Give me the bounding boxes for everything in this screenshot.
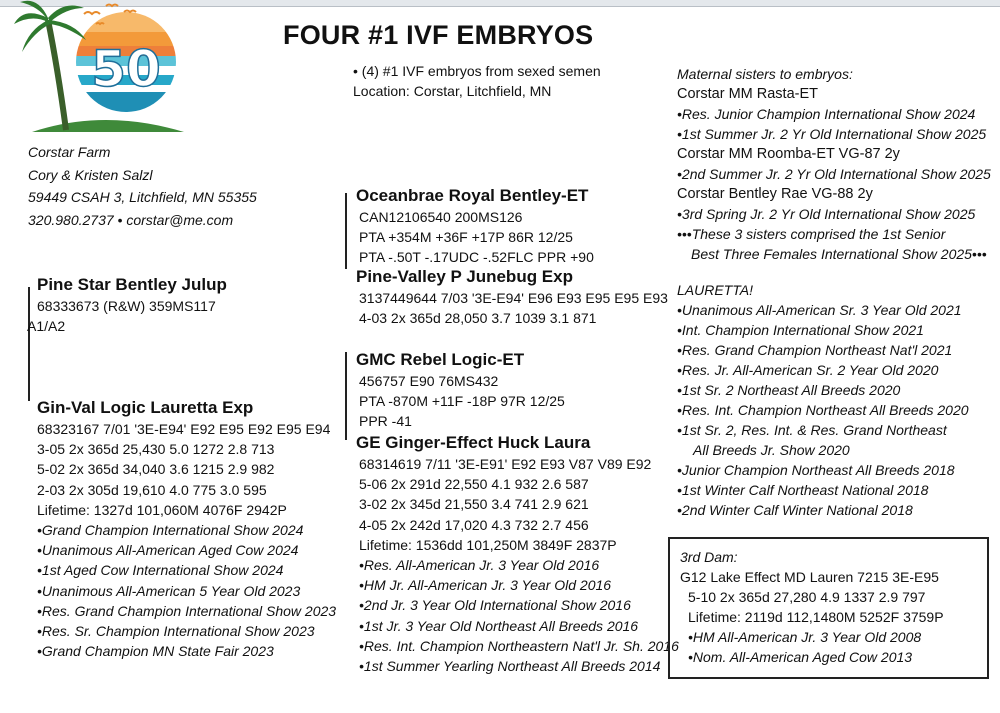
page-title: FOUR #1 IVF EMBRYOS <box>283 20 594 50</box>
dam2-line: 3-02 2x 345d 21,550 3.4 741 2.9 621 <box>359 496 589 513</box>
lauretta-award: •Res. Int. Champion Northeast All Breeds 2020 <box>677 402 969 418</box>
lauretta-award: •Unanimous All-American Sr. 3 Year Old 2021 <box>677 302 962 318</box>
dam2-line: Lifetime: 1536dd 101,250M 3849F 2837P <box>359 536 617 553</box>
third-dam-line: 5-10 2x 365d 27,280 4.9 1337 2.9 797 <box>688 589 926 605</box>
sister-name: Corstar MM Rasta-ET <box>677 86 818 102</box>
dam2-award: •2nd Jr. 3 Year Old International Show 2016 <box>359 597 631 614</box>
pedigree-bracket-mid-1 <box>345 193 347 269</box>
lauretta-award: •1st Sr. 2, Res. Int. & Res. Grand Northeast <box>677 422 947 438</box>
third-dam-award: •Nom. All-American Aged Cow 2013 <box>688 649 913 665</box>
farm-owners: Cory & Kristen Salzl <box>28 166 153 183</box>
dam3-line: 2-03 2x 305d 19,610 4.0 775 3.0 595 <box>37 481 267 498</box>
dam3-line: Lifetime: 1327d 101,060M 4076F 2942P <box>37 501 287 518</box>
pedigree-bracket-mid-2 <box>345 352 347 440</box>
sister-award: •Res. Junior Champion International Show 2024 <box>677 106 976 122</box>
sire2-line: PTA -870M +11F -18P 97R 12/25 <box>359 393 565 410</box>
third-dam-name: G12 Lake Effect MD Lauren 7215 3E-E95 <box>680 569 939 585</box>
dam3-award: •Res. Sr. Champion International Show 2023 <box>37 623 315 640</box>
dam1-name: Pine-Valley P Junebug Exp <box>356 267 573 286</box>
dam1-block <box>356 266 668 328</box>
dam3-award: •Res. Grand Champion International Show 2023 <box>37 602 337 619</box>
info-line-2: Location: Corstar, Litchfield, MN <box>353 82 552 99</box>
dam2-name: GE Ginger-Effect Huck Laura <box>356 433 591 452</box>
sisters-note: •••These 3 sisters comprised the 1st Senior <box>677 226 946 242</box>
dam3-award: •Unanimous All-American Aged Cow 2024 <box>37 542 299 559</box>
lauretta-block <box>677 280 969 520</box>
third-dam-label: 3rd Dam: <box>680 549 738 565</box>
logo-number: 50 <box>91 40 161 98</box>
sisters-block <box>677 64 991 264</box>
dam2-award: •Res. Int. Champion Northeastern Nat'l Jr. Sh. 2016 <box>359 637 679 654</box>
farm-contact <box>28 141 257 231</box>
dam2-line: 4-05 2x 242d 17,020 4.3 732 2.7 456 <box>359 516 589 533</box>
sister-award: •2nd Summer Jr. 2 Yr Old International Show 2025 <box>677 166 991 182</box>
sire1-name: Oceanbrae Royal Bentley-ET <box>356 186 589 205</box>
dam2-award: •Res. All-American Jr. 3 Year Old 2016 <box>359 557 600 574</box>
dam3-award: •1st Aged Cow International Show 2024 <box>37 562 284 579</box>
dam1-line: 3137449644 7/03 '3E-E94' E96 E93 E95 E95 E93 <box>359 290 668 306</box>
palm-trunk-icon <box>48 20 66 130</box>
sister-name: Corstar Bentley Rae VG-88 2y <box>677 186 873 202</box>
dam2-line: 5-06 2x 291d 22,550 4.1 932 2.6 587 <box>359 476 589 493</box>
embryo-info <box>353 62 601 101</box>
farm-contact-line: 320.980.2737 • corstar@me.com <box>28 211 234 228</box>
third-dam-award: •HM All-American Jr. 3 Year Old 2008 <box>688 629 922 645</box>
dam3-line: 5-02 2x 365d 34,040 3.6 1215 2.9 982 <box>37 461 275 478</box>
sire1-line: PTA +354M +36F +17P 86R 12/25 <box>359 229 573 246</box>
farm-name: Corstar Farm <box>28 144 111 160</box>
sister-award: •3rd Spring Jr. 2 Yr Old International Show 2025 <box>677 206 976 222</box>
dam2-award: •1st Jr. 3 Year Old Northeast All Breeds 2016 <box>359 617 639 634</box>
lauretta-award: •1st Sr. 2 Northeast All Breeds 2020 <box>677 382 901 398</box>
sisters-heading: Maternal sisters to embryos: <box>677 66 853 82</box>
sire2-line: PPR -41 <box>359 413 412 430</box>
third-dam-line: Lifetime: 2119d 112,1480M 5252F 3759P <box>688 609 944 625</box>
farm-address: 59449 CSAH 3, Litchfield, MN 55355 <box>28 189 257 205</box>
dam3-line: 3-05 2x 365d 25,430 5.0 1272 2.8 713 <box>37 441 275 458</box>
third-dam-box <box>668 537 989 679</box>
lauretta-award: •Res. Jr. All-American Sr. 2 Year Old 2020 <box>677 362 939 378</box>
dam3-block <box>37 397 336 661</box>
info-line-1: • (4) #1 IVF embryos from sexed semen <box>353 63 601 79</box>
sire2-block <box>356 349 565 432</box>
dam3-award: •Unanimous All-American 5 Year Old 2023 <box>37 582 301 599</box>
dam2-award: •1st Summer Yearling Northeast All Breeds 2014 <box>359 658 661 675</box>
sister-name: Corstar MM Roomba-ET VG-87 2y <box>677 146 900 162</box>
sisters-note: Best Three Females International Show 2025••• <box>691 246 987 262</box>
dam3-line: 68323167 7/01 '3E-E94' E92 E95 E92 E95 E94 <box>37 421 331 437</box>
sire3-name: Pine Star Bentley Julup <box>37 275 227 294</box>
dam3-name: Gin-Val Logic Lauretta Exp <box>37 398 254 417</box>
dam3-award: •Grand Champion International Show 2024 <box>37 522 304 539</box>
sister-award: •1st Summer Jr. 2 Yr Old International Show 2025 <box>677 126 987 142</box>
sire2-line: 456757 E90 76MS432 <box>359 373 499 389</box>
dam3-award: •Grand Champion MN State Fair 2023 <box>37 643 274 660</box>
dam1-line: 4-03 2x 365d 28,050 3.7 1039 3.1 871 <box>359 310 597 327</box>
dam2-award: •HM Jr. All-American Jr. 3 Year Old 2016 <box>359 577 612 594</box>
sire1-line: CAN12106540 200MS126 <box>359 209 523 225</box>
sire2-name: GMC Rebel Logic-ET <box>356 350 525 369</box>
sire3-line: A1/A2 <box>27 318 66 335</box>
lauretta-award: •Res. Grand Champion Northeast Nat'l 2021 <box>677 342 953 358</box>
dam2-block <box>356 432 679 676</box>
lauretta-award: •Junior Champion Northeast All Breeds 2018 <box>677 462 955 478</box>
sire3-block <box>27 274 227 336</box>
lauretta-award: •Int. Champion International Show 2021 <box>677 322 924 338</box>
lauretta-award: •2nd Winter Calf Winter National 2018 <box>677 502 913 518</box>
pedigree-bracket-left <box>28 287 30 401</box>
sire3-line: 68333673 (R&W) 359MS117 <box>37 298 216 314</box>
anniversary-logo <box>14 0 184 140</box>
island-icon <box>32 120 184 132</box>
lauretta-award: •1st Winter Calf Northeast National 2018 <box>677 482 929 498</box>
dam2-line: 68314619 7/11 '3E-E91' E92 E93 V87 V89 E92 <box>359 456 652 472</box>
lauretta-award: All Breeds Jr. Show 2020 <box>693 442 850 458</box>
sire1-line: PTA -.50T -.17UDC -.52FLC PPR +90 <box>359 249 594 266</box>
sire1-block <box>356 185 594 268</box>
lauretta-heading: LAURETTA! <box>677 282 753 298</box>
